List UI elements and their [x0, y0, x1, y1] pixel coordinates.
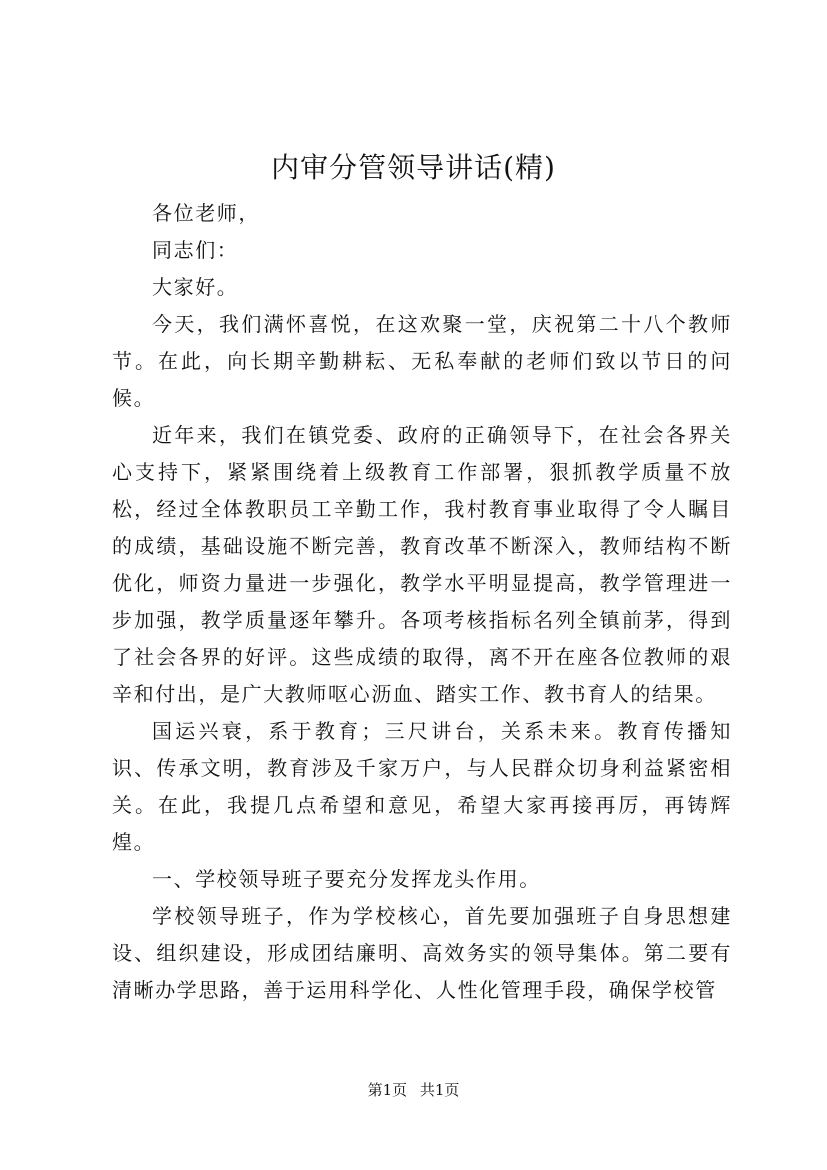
paragraph-section-heading-1: 一、学校领导班子要充分发挥龙头作用。: [152, 867, 541, 891]
paragraph-education-importance: 国运兴衰，系于教育；三尺讲台，关系未来。教育传播知识、传承文明，教育涉及千家万户，与人民群众切身利益紧密相关。在此，我提几点希望和意见，希望大家再接再厉，再铸辉煌。: [112, 719, 732, 854]
paragraph-leadership: 学校领导班子，作为学校核心，首先要加强班子自身思想建设、组织建设，形成团结廉明、高效务实的领导集体。第二要有清晰办学思路，善于运用科学化、人性化管理手段，确保学校管: [112, 904, 732, 1002]
paragraph-greeting-teachers: 各位老师，: [152, 201, 260, 225]
page-number-total: 共1页: [419, 1081, 460, 1099]
paragraph-greeting-all: 大家好。: [152, 275, 239, 299]
page-number-current: 第1页: [367, 1081, 408, 1099]
paragraph-achievements: 近年来，我们在镇党委、政府的正确领导下，在社会各界关心支持下，紧紧围绕着上级教育工作部署，狠抓教学质量不放松，经过全体教职员工辛勤工作，我村教育事业取得了令人瞩目的成绩，基础设施不断完善，教育改革不断深入，教师结构不断优化，师资力量进一步强化，教学水平明显提高，教学管理进一步加强，教学质量逐年攀升。各项考核指标名列全镇前茅，得到了社会各界的好评。这些成绩的取得，离不开在座各位教师的艰辛和付出，是广大教师呕心沥血、踏实工作、教书育人的结果。: [112, 423, 732, 706]
document-title: 内审分管领导讲话(精): [271, 151, 556, 184]
paragraph-teachers-day: 今天，我们满怀喜悦，在这欢聚一堂，庆祝第二十八个教师节。在此，向长期辛勤耕耘、无私奉献的老师们致以节日的问候。: [112, 312, 732, 410]
document-body: [112, 195, 732, 1009]
page-footer: [0, 1080, 827, 1100]
paragraph-greeting-comrades: 同志们：: [152, 238, 239, 262]
